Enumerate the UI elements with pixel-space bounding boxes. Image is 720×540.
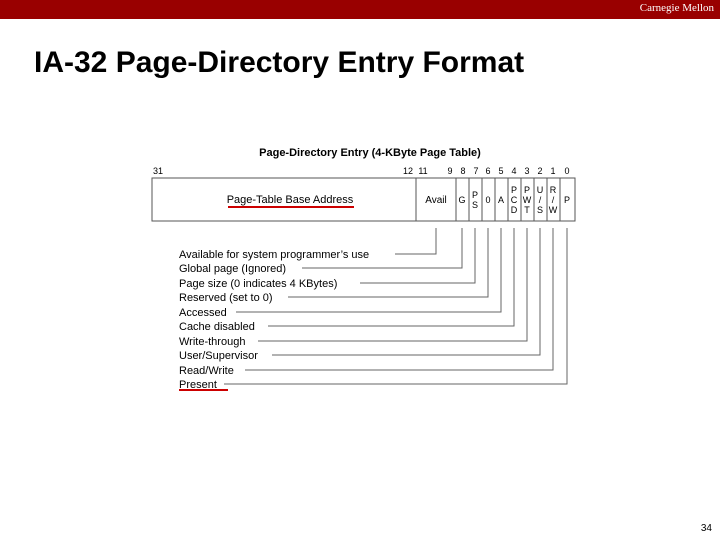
field-label: W [548, 205, 558, 215]
legend-label: Cache disabled [179, 321, 255, 333]
leader-line [268, 228, 514, 326]
bit-number: 31 [152, 166, 164, 176]
legend-label: Available for system programmer’s use [179, 249, 370, 261]
leader-line [395, 228, 436, 254]
legend-label: User/Supervisor [179, 350, 258, 362]
page-number: 34 [700, 523, 712, 534]
field-label: P [523, 185, 531, 195]
field-label: U [536, 185, 544, 195]
bit-number: 9 [447, 166, 453, 176]
field-label: / [551, 195, 555, 205]
field-label: / [538, 195, 542, 205]
field-label: D [510, 205, 518, 215]
diagram-caption: Page-Directory Entry (4-KByte Page Table) [259, 147, 481, 159]
legend-label: Write-through [179, 336, 246, 348]
bit-number: 11 [418, 166, 428, 176]
field-label: S [471, 200, 479, 210]
bit-number: 7 [473, 166, 479, 176]
field-label: S [536, 205, 544, 215]
field-label: 0 [485, 195, 491, 205]
field-label: T [524, 205, 530, 215]
legend-label: Global page (Ignored) [179, 263, 287, 275]
legend-label: Accessed [179, 307, 227, 319]
field-label: W [522, 195, 532, 205]
leader-line [302, 228, 462, 268]
field-label: P [563, 195, 571, 205]
bit-number: 5 [498, 166, 504, 176]
field-label: C [510, 195, 518, 205]
bit-number: 0 [564, 166, 570, 176]
field-label: Avail [425, 195, 447, 206]
bit-number: 3 [524, 166, 530, 176]
legend-label: Present [179, 379, 217, 391]
leader-line [272, 228, 540, 355]
field-label: P [510, 185, 518, 195]
field-label: R [549, 185, 557, 195]
legend-label: Page size (0 indicates 4 KBytes) [179, 278, 338, 290]
bit-number: 6 [485, 166, 491, 176]
bit-number: 1 [550, 166, 556, 176]
bit-number: 2 [537, 166, 543, 176]
slide-title: IA-32 Page-Directory Entry Format [34, 46, 525, 79]
field-label: Page-Table Base Address [226, 194, 354, 206]
field-label: A [497, 195, 505, 205]
field-label: P [471, 190, 479, 200]
legend-label: Reserved (set to 0) [179, 292, 273, 304]
bit-number: 8 [460, 166, 466, 176]
org-name: Carnegie Mellon [639, 2, 714, 14]
field-label: G [458, 195, 466, 205]
bit-number: 12 [402, 166, 414, 176]
leader-line [360, 228, 475, 283]
legend-label: Read/Write [179, 365, 234, 377]
bit-number: 4 [511, 166, 517, 176]
